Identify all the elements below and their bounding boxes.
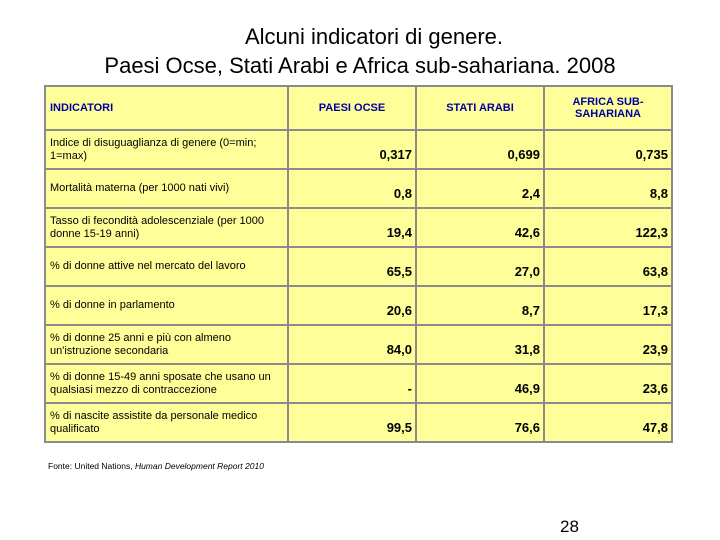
table-row [45,130,672,169]
header-paesi-ocse: PAESI OCSE [288,86,416,130]
indicator-cell: % di donne attive nel mercato del lavoro [45,247,288,286]
table-row [45,208,672,247]
page-number: 28 [560,517,579,536]
table-row [45,286,672,325]
africa-value-cell: 63,8 [544,247,672,286]
header-stati-arabi: STATI ARABI [416,86,544,130]
africa-value-cell: 23,9 [544,325,672,364]
table-body [45,130,672,442]
table-row [45,403,672,442]
header-africa-label: AFRICA SUB-SAHARIANA [572,96,644,120]
indicators-table [44,85,673,443]
indicators-table-container [44,85,673,443]
indicator-cell: Tasso di fecondità adolescenziale (per 1000 donne 15-19 anni) [45,208,288,247]
header-indicatori: INDICATORI [45,86,288,130]
ocse-value-cell: 20,6 [288,286,416,325]
indicator-cell: % di nascite assistite da personale medico qualificato [45,403,288,442]
source-note [48,461,264,471]
source-prefix: Fonte: United Nations, [48,461,135,471]
africa-value-cell: 122,3 [544,208,672,247]
table-row [45,325,672,364]
ocse-value-cell: 0,8 [288,169,416,208]
africa-value-cell: 0,735 [544,130,672,169]
title-line-2: Paesi Ocse, Stati Arabi e Africa sub-sahariana. 2008 [104,53,616,78]
indicator-cell: % di donne in parlamento [45,286,288,325]
table-row [45,364,672,403]
ocse-value-cell: - [288,364,416,403]
arabi-value-cell: 27,0 [416,247,544,286]
table-row [45,169,672,208]
source-report-title: Human Development Report 2010 [134,461,264,471]
indicator-cell: % di donne 25 anni e più con almeno un'istruzione secondaria [45,325,288,364]
indicator-cell: % di donne 15-49 anni sposate che usano un qualsiasi mezzo di contraccezione [45,364,288,403]
arabi-value-cell: 31,8 [416,325,544,364]
arabi-value-cell: 0,699 [416,130,544,169]
title-line-1: Alcuni indicatori di genere. [244,24,504,49]
africa-value-cell: 8,8 [544,169,672,208]
indicator-cell: Indice di disuguaglianza di genere (0=min; 1=max) [45,130,288,169]
header-africa [544,86,672,130]
ocse-value-cell: 0,317 [288,130,416,169]
arabi-value-cell: 42,6 [416,208,544,247]
table-row [45,247,672,286]
arabi-value-cell: 2,4 [416,169,544,208]
africa-value-cell: 47,8 [544,403,672,442]
ocse-value-cell: 19,4 [288,208,416,247]
table-header-row [45,86,672,130]
ocse-value-cell: 65,5 [288,247,416,286]
arabi-value-cell: 8,7 [416,286,544,325]
africa-value-cell: 23,6 [544,364,672,403]
ocse-value-cell: 99,5 [288,403,416,442]
arabi-value-cell: 46,9 [416,364,544,403]
arabi-value-cell: 76,6 [416,403,544,442]
indicator-cell: Mortalità materna (per 1000 nati vivi) [45,169,288,208]
ocse-value-cell: 84,0 [288,325,416,364]
africa-value-cell: 17,3 [544,286,672,325]
